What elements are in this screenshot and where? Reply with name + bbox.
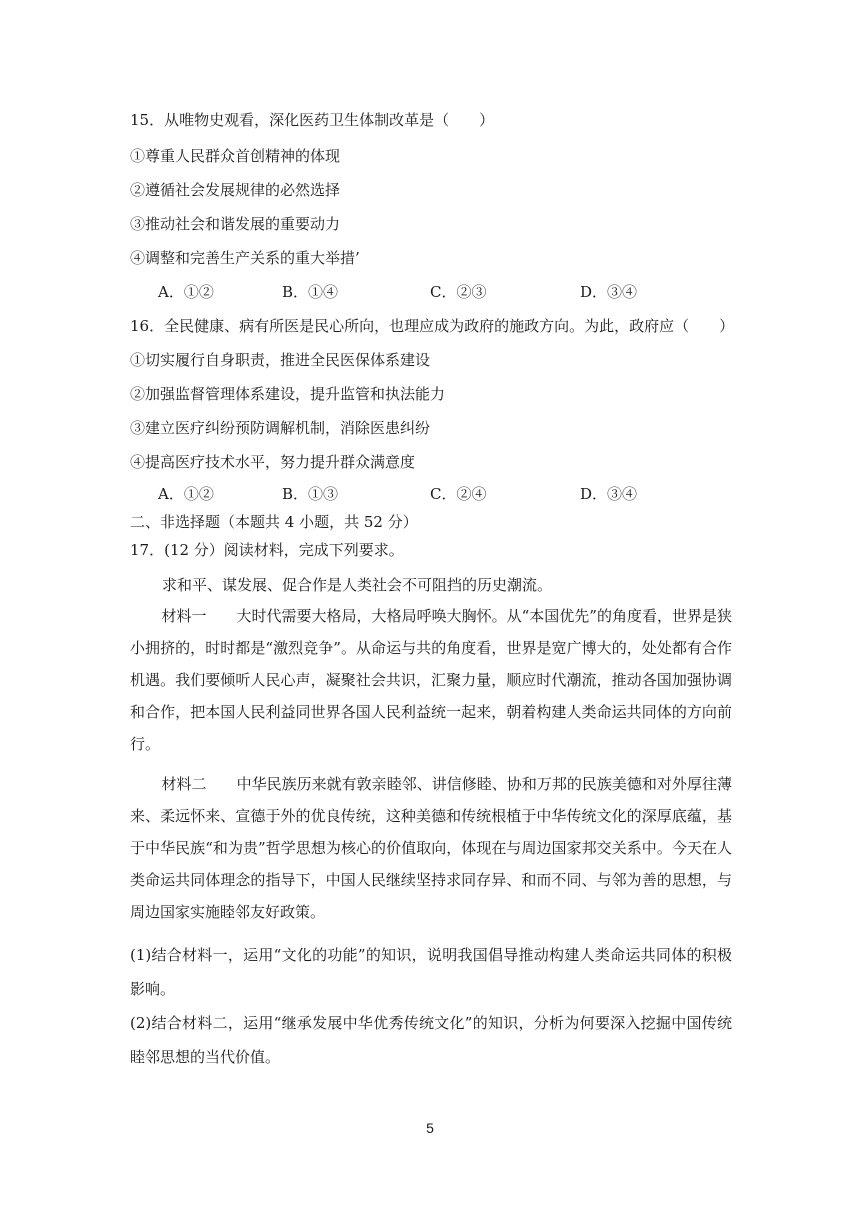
q16-stem: 16．全民健康、病有所医是民心所向，也理应成为政府的施政方向。为此，政府应（ ） bbox=[130, 317, 735, 335]
q16-item-3: ③建立医疗纠纷预防调解机制，消除医患纠纷 bbox=[130, 419, 431, 437]
q16-option-c: C．②④ bbox=[430, 485, 487, 503]
q15-item-4: ④调整和完善生产关系的重大举措’ bbox=[130, 249, 360, 267]
q16-item-4: ④提高医疗技术水平，努力提升群众满意度 bbox=[130, 453, 416, 471]
q17-intro: 求和平、谋发展、促合作是人类社会不可阻挡的历史潮流。 bbox=[162, 576, 553, 594]
q16-item-1: ①切实履行自身职责，推进全民医保体系建设 bbox=[130, 351, 431, 369]
q15-item-3: ③推动社会和谐发展的重要动力 bbox=[130, 215, 341, 233]
q17-question-1: (1)结合材料一，运用“文化的功能”的知识，说明我国倡导推动构建人类命运共同体的积极影响。 bbox=[130, 946, 732, 998]
q15-option-c: C．②③ bbox=[430, 283, 487, 301]
q17-question-2: (2)结合材料二，运用“继承发展中华优秀传统文化”的知识，分析为何要深入挖掘中国传统睦邻思想的当代价值。 bbox=[130, 1014, 732, 1066]
q16-item-2: ②加强监督管理体系建设，提升监管和执法能力 bbox=[130, 385, 446, 403]
q16-option-d: D．③④ bbox=[580, 485, 638, 503]
q15-stem: 15．从唯物史观看，深化医药卫生体制改革是（ ） bbox=[130, 111, 495, 129]
page-number: 5 bbox=[426, 1120, 434, 1136]
q15-option-a: A．①② bbox=[158, 283, 214, 301]
q15-item-2: ②遵循社会发展规律的必然选择 bbox=[130, 181, 341, 199]
q16-option-a: A．①② bbox=[158, 485, 214, 503]
q15-option-d: D．③④ bbox=[580, 283, 638, 301]
section-heading: 二、非选择题（本题共 4 小题，共 52 分） bbox=[130, 513, 418, 531]
q17-material-1: 材料一 大时代需要大格局，大格局呼唤大胸怀。从“本国优先”的角度看，世界是狭小拥挤的，时时都是“激烈竞争”。从命运与共的角度看，世界是宽广博大的，处处都有合作机遇。我们要倾听人民心声，凝聚社会共识，汇聚力量，顺应时代潮流，推动各国加强协调和合作，把本国人民利益同世界各国人民利益统一起来，朝着构建人类命运共同体的方向前行。 bbox=[130, 607, 732, 753]
q17-stem: 17．(12 分）阅读材料，完成下列要求。 bbox=[130, 541, 404, 559]
q15-option-b: B．①④ bbox=[282, 283, 339, 301]
q17-material-2: 材料二 中华民族历来就有敦亲睦邻、讲信修睦、协和万邦的民族美德和对外厚往薄来、柔远怀来、宣德于外的优良传统，这种美德和传统根植于中华传统文化的深厚底蕴，基于中华民族“和为贵”哲学思想为核心的价值取向，体现在与周边国家邦交关系中。今天在人类命运共同体理念的指导下，中国人民继续坚持求同存异、和而不同、与邻为善的思想，与周边国家实施睦邻友好政策。 bbox=[130, 775, 732, 921]
q16-option-b: B．①③ bbox=[282, 485, 339, 503]
q15-item-1: ①尊重人民群众首创精神的体现 bbox=[130, 147, 341, 165]
